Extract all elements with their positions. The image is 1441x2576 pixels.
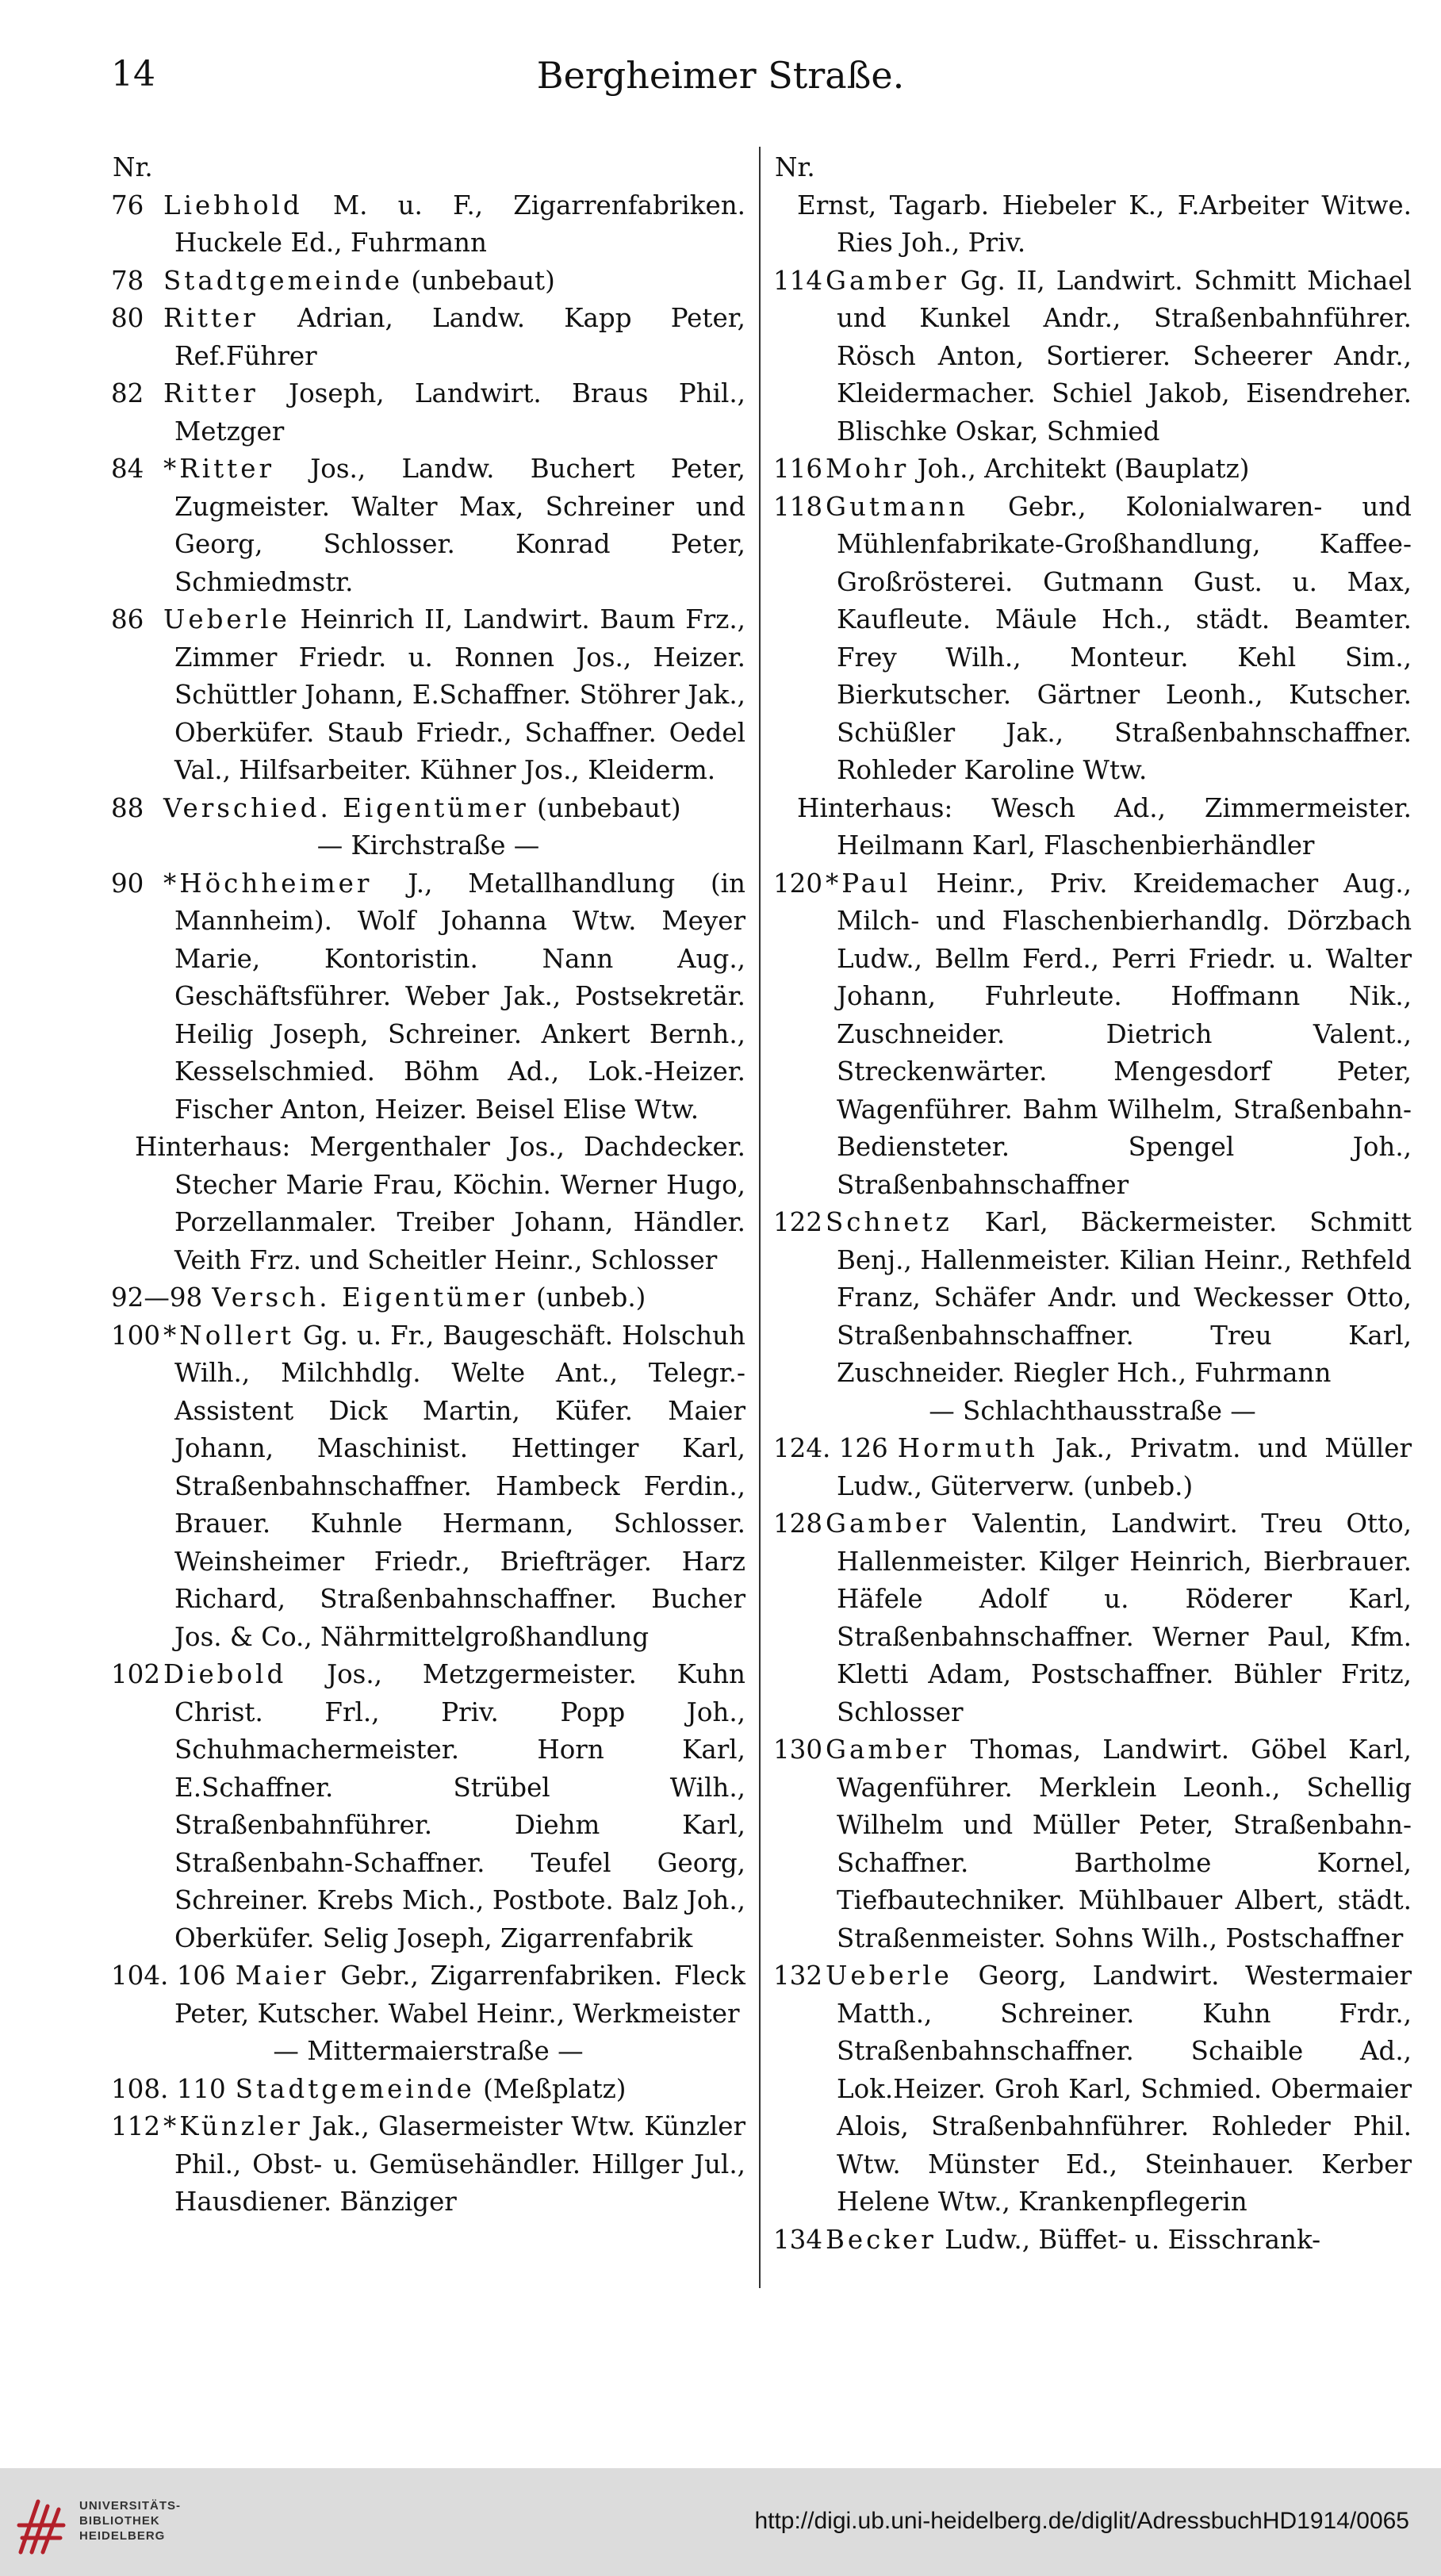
address-entry xyxy=(773,1204,1412,1393)
house-number: 92—98 xyxy=(111,1282,203,1313)
address-entry xyxy=(111,450,745,601)
address-entry xyxy=(773,1505,1412,1731)
residents-text: Georg, Landwirt. Westermaier Matth., Schreiner. Kuhn Frdr., Straßenbahnschaffner. Schaible Ad., Lok.Heizer. Groh Karl, Schmied. Obermaier Alois, Straßenbahnführer. Rohleder Phil. Wtw. Münster Ed., Steinhauer. Kerber Helene Wtw., Krankenpflegerin xyxy=(837,1961,1412,2217)
house-number: 100 xyxy=(111,1320,161,1351)
owner-name: Gamber xyxy=(826,265,949,296)
house-number: 112 xyxy=(111,2111,161,2141)
house-number: 90 xyxy=(111,868,144,899)
house-number: 120 xyxy=(773,868,823,899)
owner-name: Verschied. Eigentümer xyxy=(163,792,529,823)
address-entry xyxy=(111,2071,745,2109)
residents-text: Gebr., Zigarrenfabriken. Fleck Peter, Kutscher. Wabel Heinr., Werkmeister xyxy=(174,1961,745,2029)
house-number: 128 xyxy=(773,1508,823,1539)
residents-text: Karl, Bäckermeister. Schmitt Benj., Hallenmeister. Kilian Heinr., Rethfeld Franz, Schäfer Andr. und Weckesser Otto, Straßenbahnschaffner. Treu Karl, Zuschneider. Riegler Hch., Fuhrmann xyxy=(837,1207,1412,1388)
entry-continuation: Hinterhaus: Mergenthaler Jos., Dachdecker. Stecher Marie Frau, Köchin. Werner Hugo, Porzellanmaler. Treiber Johann, Händler. Veith Frz. und Scheitler Heinr., Schlosser xyxy=(135,1132,745,1275)
house-number: 134 xyxy=(773,2224,823,2255)
house-number: 76 xyxy=(111,190,144,220)
address-entry xyxy=(773,489,1412,790)
owner-name: Gutmann xyxy=(826,491,969,522)
address-entry xyxy=(773,450,1412,489)
residents-text: Heinr., Priv. Kreidemacher Aug., Milch- und Flaschenbierhandlg. Dörzbach Ludw., Bellm Ferd., Perri Friedr. u. Walter Johann, Fuhrleute. Hoffmann Nik., Zuschneider. Dietrich Valent., Streckenwärter. Mengesdorf Peter, Wagenführer. Bahm Wilhelm, Straßenbahn-Bediensteter. Spengel Joh., Straßenbahnschaffner xyxy=(837,868,1412,1200)
house-number: 116 xyxy=(773,454,823,484)
right-column xyxy=(773,149,1412,2259)
residents-text: Joh., Architekt (Bauplatz) xyxy=(909,454,1250,484)
residents-text: Jos., Metzgermeister. Kuhn Christ. Frl., Priv. Popp Joh., Schuhmachermeister. Horn Karl, E.Schaffner. Strübel Wilh., Straßenbahnführer. Diehm Karl, Straßenbahn-Schaffner. Teufel Georg, Schreiner. Krebs Mich., Postbote. Balz Joh., Oberküfer. Selig Joseph, Zigarrenfabrik xyxy=(174,1659,745,1953)
house-number: 102 xyxy=(111,1659,161,1689)
logo-line: BIBLIOTHEK xyxy=(79,2514,160,2528)
owner-name: Ueberle xyxy=(826,1961,952,1991)
house-number: 80 xyxy=(111,303,144,333)
owner-name: *Ritter xyxy=(163,454,275,484)
owner-name: Versch. Eigentümer xyxy=(212,1282,528,1313)
house-number: 108. 110 xyxy=(111,2073,226,2104)
address-entry xyxy=(111,187,745,263)
owner-name: Schnetz xyxy=(826,1207,952,1237)
page-number: 14 xyxy=(111,54,155,94)
address-entry xyxy=(111,300,745,375)
cross-street-heading: — Mittermaierstraße — xyxy=(273,2036,584,2066)
residents-text: Jak., Glasermeister Wtw. Künzler Phil., Obst- u. Gemüsehändler. Hillger Jul., Hausdiener. Bänziger xyxy=(174,2111,745,2217)
house-number: 132 xyxy=(773,1961,823,1991)
address-entry xyxy=(111,790,745,828)
residents-text: Gg. II, Landwirt. Schmitt Michael und Kunkel Andr., Straßenbahnführer. Rösch Anton, Sortierer. Scheerer Andr., Kleidermacher. Schiel Jakob, Eisendreher. Blischke Oskar, Schmied xyxy=(837,265,1412,447)
house-number: 114 xyxy=(773,265,823,296)
residents-text: Jos., Landw. Buchert Peter, Zugmeister. Walter Max, Schreiner und Georg, Schlosser. Konrad Peter, Schmiedmstr. xyxy=(174,454,745,597)
residents-text: Gg. u. Fr., Baugeschäft. Holschuh Wilh., Milchhdlg. Welte Ant., Telegr.-Assistent Dick Martin, Küfer. Maier Johann, Maschinist. Hettinger Karl, Straßenbahnschaffner. Hambeck Ferdin., Brauer. Kuhnle Hermann, Schlosser. Weinsheimer Friedr., Briefträger. Harz Richard, Straßenbahnschaffner. Bucher Jos. & Co., Nährmittelgroßhandlung xyxy=(174,1320,745,1652)
column-header: Nr. xyxy=(113,152,153,182)
residents-text: (unbebaut) xyxy=(528,792,681,823)
university-seal-icon xyxy=(14,2486,70,2559)
residents-text: J., Metallhandlung (in Mannheim). Wolf Johanna Wtw. Meyer Marie, Kontoristin. Nann Aug., Geschäftsführer. Weber Jak., Postsekretär. Heilig Joseph, Schreiner. Ankert Bernh., Kesselschmied. Böhm Ad., Lok.-Heizer. Fischer Anton, Heizer. Beisel Elise Wtw. xyxy=(174,868,745,1125)
address-entry xyxy=(111,375,745,450)
address-entry xyxy=(773,1957,1412,2221)
house-number: 84 xyxy=(111,454,144,484)
logo-line: HEIDELBERG xyxy=(79,2529,166,2543)
address-entry xyxy=(773,1731,1412,1957)
entry-continuation: Hinterhaus: Wesch Ad., Zimmermeister. Heilmann Karl, Flaschenbierhändler xyxy=(797,792,1412,861)
address-entry xyxy=(773,1430,1412,1505)
logo-line: UNIVERSITÄTS- xyxy=(79,2499,182,2513)
address-entry xyxy=(773,865,1412,1205)
address-entry xyxy=(111,865,745,1129)
house-number: 122 xyxy=(773,1207,823,1237)
residents-text: M. u. F., Zigarrenfabriken. Huckele Ed., Fuhrmann xyxy=(174,190,745,258)
residents-text: (unbeb.) xyxy=(527,1282,646,1313)
address-entry xyxy=(111,601,745,790)
owner-name: *Paul xyxy=(826,868,911,899)
house-number: 78 xyxy=(111,265,144,296)
house-number: 104. 106 xyxy=(111,1961,226,1991)
house-number: 124. 126 xyxy=(773,1433,888,1463)
address-entry xyxy=(111,1656,745,1957)
owner-name: Liebhold xyxy=(163,190,303,220)
owner-name: Stadtgemeinde xyxy=(163,265,404,296)
address-entry xyxy=(111,1279,745,1317)
column-header: Nr. xyxy=(775,152,815,182)
address-entry xyxy=(111,1957,745,2033)
address-entry xyxy=(111,1317,745,1657)
column-divider xyxy=(759,147,761,2288)
house-number: 82 xyxy=(111,378,144,408)
residents-text: Ludw., Büffet- u. Eisschrank- xyxy=(936,2224,1321,2255)
residents-text: Adrian, Landw. Kapp Peter, Ref.Führer xyxy=(174,303,745,371)
residents-text: Jak., Privatm. und Müller Ludw., Güterverw. (unbeb.) xyxy=(837,1433,1412,1501)
owner-name: Stadtgemeinde xyxy=(235,2073,475,2104)
owner-name: *Höchheimer xyxy=(163,868,373,899)
address-entry xyxy=(111,2108,745,2221)
address-entry xyxy=(773,263,1412,451)
owner-name: Gamber xyxy=(826,1508,949,1539)
owner-name: Ueberle xyxy=(163,604,290,634)
owner-name: Gamber xyxy=(826,1735,949,1765)
house-number: 130 xyxy=(773,1735,823,1765)
source-url-link[interactable]: http://digi.ub.uni-heidelberg.de/diglit/AdressbuchHD1914/0065 xyxy=(754,2508,1409,2534)
owner-name: Maier xyxy=(235,1961,329,1991)
library-logo-text xyxy=(79,2498,181,2543)
owner-name: *Nollert xyxy=(163,1320,294,1351)
address-entry xyxy=(773,2221,1412,2260)
owner-name: Mohr xyxy=(826,454,910,484)
owner-name: Hormuth xyxy=(897,1433,1038,1463)
footer-bar xyxy=(0,2468,1441,2576)
residents-text: Joseph, Landwirt. Braus Phil., Metzger xyxy=(174,378,745,447)
running-head: Bergheimer Straße. xyxy=(536,54,905,97)
owner-name: Ritter xyxy=(163,303,259,333)
owner-name: Diebold xyxy=(163,1659,287,1689)
residents-text: Gebr., Kolonialwaren- und Mühlenfabrikate-Großhandlung, Kaffee-Großrösterei. Gutmann Gust. u. Max, Kaufleute. Mäule Hch., städt. Beamter. Frey Wilh., Monteur. Kehl Sim., Bierkutscher. Gärtner Leonh., Kutscher. Schüßler Jak., Straßenbahnschaffner. Rohleder Karoline Wtw. xyxy=(837,491,1412,785)
house-number: 88 xyxy=(111,792,144,823)
owner-name: Becker xyxy=(826,2224,937,2255)
residents-text: Thomas, Landwirt. Göbel Karl, Wagenführer. Merklein Leonh., Schellig Wilhelm und Müller Peter, Straßenbahn-Schaffner. Bartholme Kornel, Tiefbautechniker. Mühlbauer Albert, städt. Straßenmeister. Sohns Wilh., Postschaffner xyxy=(837,1735,1412,1953)
address-entry xyxy=(111,263,745,301)
house-number: 118 xyxy=(773,491,823,522)
entry-continuation: Ernst, Tagarb. Hiebeler K., F.Arbeiter Witwe. Ries Joh., Priv. xyxy=(797,190,1412,258)
residents-text: (unbebaut) xyxy=(403,265,555,296)
residents-text: Valentin, Landwirt. Treu Otto, Hallenmeister. Kilger Heinrich, Bierbrauer. Häfele Adolf u. Röderer Karl, Straßenbahnschaffner. Werner Paul, Kfm. Kletti Adam, Postschaffner. Bühler Fritz, Schlosser xyxy=(837,1508,1412,1727)
residents-text: (Meßplatz) xyxy=(474,2073,627,2104)
left-column xyxy=(111,149,745,2221)
cross-street-heading: — Kirchstraße — xyxy=(316,830,540,861)
house-number: 86 xyxy=(111,604,144,634)
cross-street-heading: — Schlachthausstraße — xyxy=(929,1395,1256,1426)
owner-name: Ritter xyxy=(163,378,259,408)
owner-name: *Künzler xyxy=(163,2111,303,2141)
residents-text: Heinrich II, Landwirt. Baum Frz., Zimmer Friedr. u. Ronnen Jos., Heizer. Schüttler Johann, E.Schaffner. Stöhrer Jak., Oberküfer. Staub Friedr., Schaffner. Oedel Val., Hilfsarbeiter. Kühner Jos., Kleiderm. xyxy=(174,604,745,785)
